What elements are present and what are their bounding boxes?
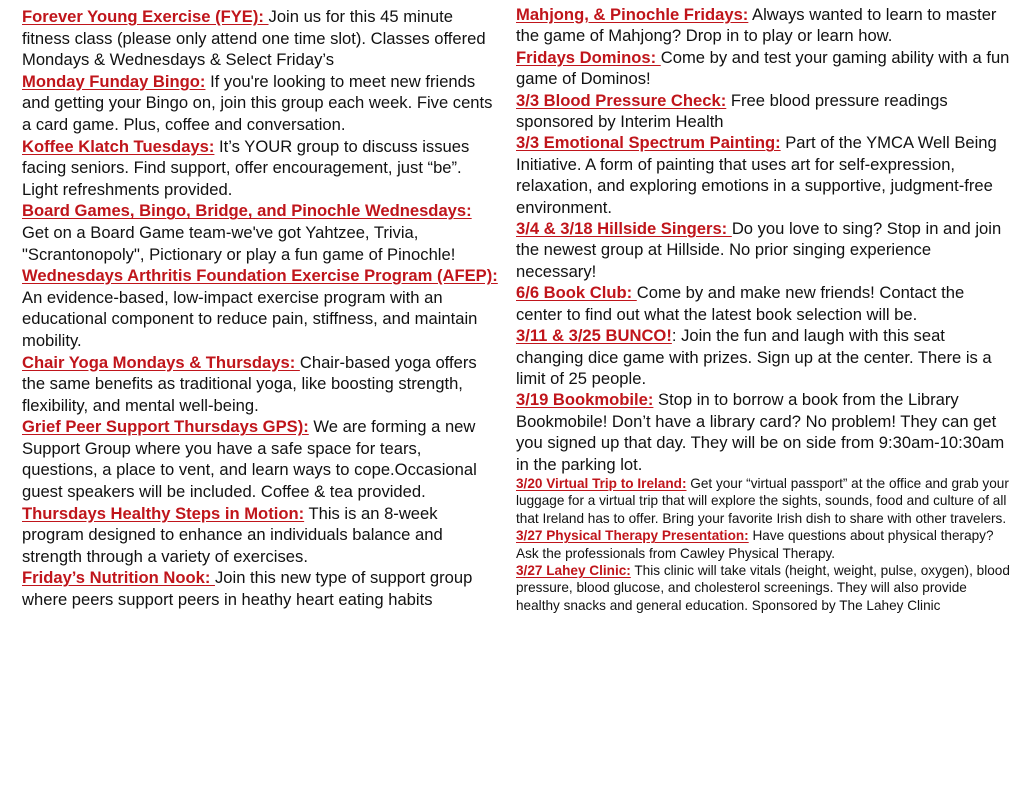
- entry-hillside-singers: [516, 218, 1010, 282]
- entry-painting: [516, 132, 1010, 218]
- entry-text: Part of the YMCA Well Being Initiative. A form of painting that uses art for self-expression, relaxation, and exploring emotions in a supportive, judgment-free environment.: [516, 133, 997, 217]
- entry-blood-pressure: [516, 90, 1010, 133]
- entry-text: Join us for this 45 minute fitness class (please only attend one time slot). Classes offered Mondays & Wednesdays & Select Friday’s: [22, 7, 486, 70]
- entry-chair-yoga: [22, 352, 498, 417]
- entry-text: An evidence-based, low-impact exercise program with an educational component to reduce pain, stiffness, and maintain mobility.: [22, 287, 478, 350]
- entry-title: Koffee Klatch Tuesdays:: [22, 136, 215, 156]
- entry-bookmobile: [516, 389, 1010, 475]
- entry-title: Thursdays Healthy Steps in Motion:: [22, 503, 305, 523]
- entry-virtual-trip-ireland: [516, 475, 1010, 527]
- entry-text: : Join the fun and laugh with this seat changing dice game with prizes. Sign up at the center. There is a limit of 25 people.: [516, 326, 992, 388]
- entry-text: Do you love to sing? Stop in and join the newest group at Hillside. No prior singing experience necessary!: [516, 219, 1002, 281]
- entry-text: Chair-based yoga offers the same benefits as traditional yoga, like boosting strength, flexibility, and mental well-being.: [22, 352, 477, 415]
- entry-title: 3/27 Physical Therapy Presentation:: [516, 528, 749, 544]
- entry-title: Wednesdays Arthritis Foundation Exercise Program (AFEP):: [22, 266, 498, 286]
- entry-title: 3/20 Virtual Trip to Ireland:: [516, 475, 687, 491]
- entry-healthy-steps: [22, 503, 498, 568]
- entry-lahey-clinic: [516, 562, 1010, 614]
- entry-title: 3/27 Lahey Clinic:: [516, 562, 631, 578]
- entry-text: If you're looking to meet new friends and getting your Bingo on, join this group each week. Five cents a card game. Plus, coffee and conversation.: [22, 71, 493, 134]
- entry-text: We are forming a new Support Group where you have a safe space for tears, questions, a place to vent, and learn ways to cope.Occasional guest speakers will be included. Coffee & tea provided.: [22, 417, 477, 502]
- right-column: [516, 4, 1010, 614]
- entry-text: It’s YOUR group to discuss issues facing seniors. Find support, offer encouragement, just “be”. Light refreshments provided.: [22, 136, 470, 199]
- entry-title: 3/4 & 3/18 Hillside Singers:: [516, 219, 732, 239]
- entry-grief-peer-support: [22, 416, 498, 502]
- entry-title: 6/6 Book Club:: [516, 283, 637, 303]
- entry-board-games: [22, 200, 498, 265]
- entry-koffee-klatch: [22, 136, 498, 201]
- entry-text: This clinic will take vitals (height, weight, pulse, oxygen), blood pressure, blood glucose, and cholesterol screenings. They will also provide healthy snacks and general education. Sponsored by The Lahey Clinic: [516, 562, 1010, 613]
- entry-title: 3/11 & 3/25 BUNCO!: [516, 326, 672, 346]
- entry-bunco: [516, 325, 1010, 389]
- entry-title: Forever Young Exercise (FYE):: [22, 7, 269, 26]
- entry-mahjong-pinochle: [516, 4, 1010, 47]
- entry-title: Board Games, Bingo, Bridge, and Pinochle Wednesdays:: [22, 201, 472, 221]
- entry-title: Friday’s Nutrition Nook:: [22, 568, 215, 588]
- entry-monday-funday-bingo: [22, 71, 498, 136]
- entry-arthritis-exercise: [22, 265, 498, 351]
- entry-text: Get your “virtual passport” at the office and grab your luggage for a virtual trip that will explore the sights, sounds, food and culture of all that Ireland has to offer. Bring your favorite Irish dish to share with other travelers.: [516, 475, 1009, 526]
- entry-text: Free blood pressure readings sponsored by Interim Health: [516, 90, 948, 132]
- entry-text: This is an 8-week program designed to enhance an individuals balance and strength through a variety of exercises.: [22, 503, 443, 566]
- entry-book-club: [516, 282, 1010, 325]
- entry-title: Monday Funday Bingo:: [22, 71, 206, 91]
- entry-text: Get on a Board Game team-we've got Yahtzee, Trivia, "Scrantonopoly", Pictionary or play a fun game of Pinochle!: [22, 222, 456, 264]
- entry-text: Come by and make new friends! Contact the center to find out what the latest book selection will be.: [516, 283, 965, 324]
- entry-title: 3/3 Emotional Spectrum Painting:: [516, 133, 781, 153]
- left-column: [22, 6, 498, 611]
- entry-nutrition-nook: [22, 567, 498, 610]
- entry-text: Have questions about physical therapy? Ask the professionals from Cawley Physical Therapy.: [516, 528, 994, 561]
- entry-physical-therapy: [516, 527, 1010, 562]
- entry-forever-young-exercise: [22, 6, 498, 71]
- entry-title: 3/19 Bookmobile:: [516, 390, 654, 410]
- entry-text: Join this new type of support group where peers support peers in heathy heart eating habits: [22, 568, 473, 610]
- entry-title: Grief Peer Support Thursdays GPS):: [22, 417, 309, 437]
- entry-title: 3/3 Blood Pressure Check:: [516, 90, 727, 110]
- entry-title: Mahjong, & Pinochle Fridays:: [516, 5, 749, 24]
- entry-title: Chair Yoga Mondays & Thursdays:: [22, 352, 300, 372]
- entry-text: Come by and test your gaming ability with a fun game of Dominos!: [516, 47, 1010, 89]
- entry-dominos: [516, 47, 1010, 90]
- entry-text: Stop in to borrow a book from the Library Bookmobile! Don’t have a library card? No problem! They can get you signed up that day. They will be on side from 9:30am-10:30am in the parking lot.: [516, 390, 1005, 474]
- entry-title: Fridays Dominos:: [516, 47, 661, 67]
- entry-text: Always wanted to learn to master the game of Mahjong? Drop in to play or learn how.: [516, 5, 997, 46]
